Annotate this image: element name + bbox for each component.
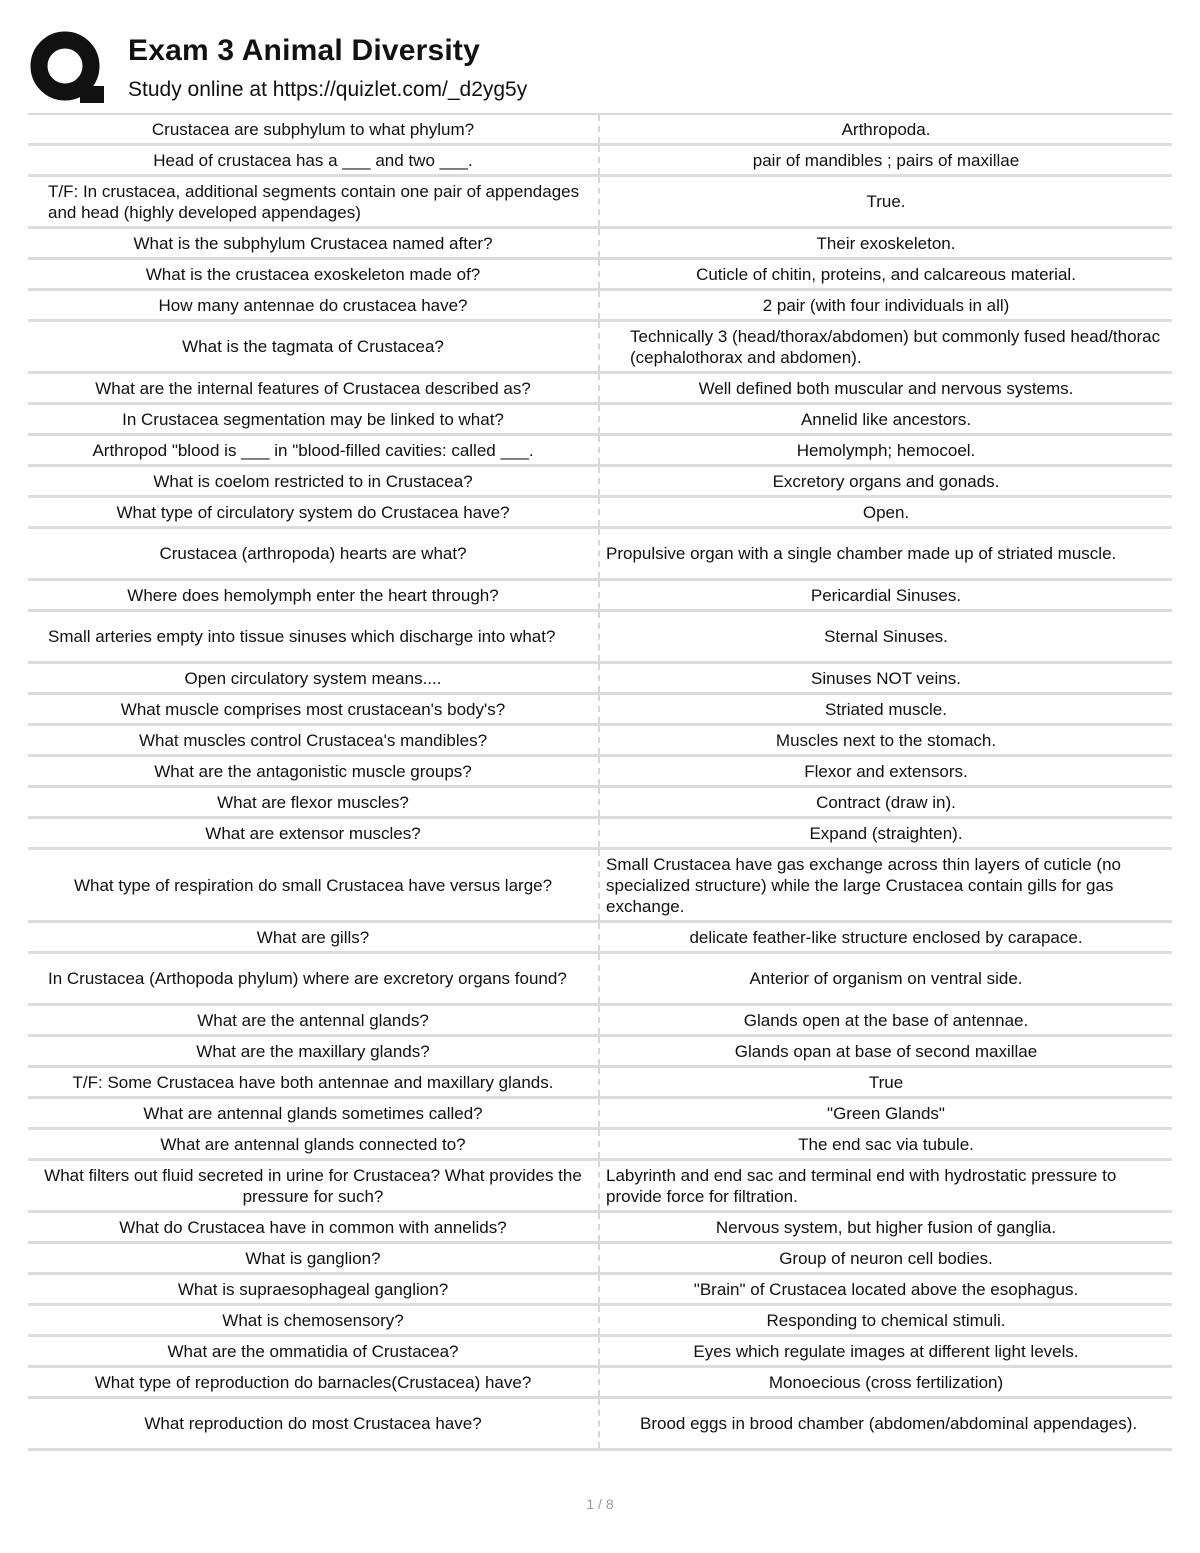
card-row [28, 529, 1172, 581]
card-term: What reproduction do most Crustacea have? [28, 1399, 600, 1448]
quizlet-logo-icon [30, 30, 106, 106]
card-definition: Eyes which regulate images at different light levels. [693, 1341, 1079, 1361]
card-definition: Brood eggs in brood chamber (abdomen/abdominal appendages). [640, 1414, 1138, 1433]
card-row [28, 923, 1172, 954]
study-link[interactable]: Study online at https://quizlet.com/_d2yg5y [128, 78, 528, 101]
card-definition: Cuticle of chitin, proteins, and calcareous material. [696, 264, 1076, 284]
card-term: What is chemosensory? [28, 1306, 600, 1334]
card-row [28, 177, 1172, 229]
card-definition: delicate feather-like structure enclosed by carapace. [689, 927, 1083, 947]
card-term: What do Crustacea have in common with annelids? [28, 1213, 600, 1241]
card-row [28, 229, 1172, 260]
card-row [28, 1306, 1172, 1337]
card-definition: Sternal Sinuses. [824, 627, 948, 646]
card-row [28, 850, 1172, 923]
card-term: Open circulatory system means.... [28, 664, 600, 692]
card-definition: Sinuses NOT veins. [811, 668, 961, 688]
card-definition: Muscles next to the stomach. [775, 730, 997, 750]
card-term: In Crustacea segmentation may be linked to what? [28, 405, 600, 433]
page-title: Exam 3 Animal Diversity [128, 34, 480, 67]
card-row [28, 1368, 1172, 1399]
card-term: T/F: In crustacea, additional segments contain one pair of appendages and head (highly developed appendages) [28, 177, 600, 226]
card-term: What is ganglion? [28, 1244, 600, 1272]
card-term: What filters out fluid secreted in urine for Crustacea? What provides the pressure for such? [28, 1161, 600, 1210]
card-definition: Monoecious (cross fertilization) [768, 1372, 1004, 1392]
card-definition: Expand (straighten). [809, 823, 963, 843]
card-row [28, 1130, 1172, 1161]
card-definition: The end sac via tubule. [798, 1134, 974, 1154]
card-term: What are the internal features of Crustacea described as? [28, 374, 600, 402]
page-header [28, 28, 1178, 110]
card-term: What are antennal glands sometimes called? [28, 1099, 600, 1127]
card-definition: Glands open at the base of antennae. [743, 1010, 1029, 1030]
card-term: What are the antagonistic muscle groups? [28, 757, 600, 785]
card-term: What type of respiration do small Crustacea have versus large? [28, 850, 600, 920]
card-term: What are the ommatidia of Crustacea? [28, 1337, 600, 1365]
card-definition: Open. [862, 502, 910, 522]
card-row [28, 1275, 1172, 1306]
card-row [28, 374, 1172, 405]
card-term: What type of circulatory system do Crustacea have? [28, 498, 600, 526]
card-row [28, 757, 1172, 788]
card-row [28, 664, 1172, 695]
card-row [28, 695, 1172, 726]
card-definition: Group of neuron cell bodies. [779, 1248, 993, 1268]
card-definition: Arthropoda. [841, 119, 931, 139]
card-term: What are flexor muscles? [28, 788, 600, 816]
card-term: What is supraesophageal ganglion? [28, 1275, 600, 1303]
card-term: In Crustacea (Arthopoda phylum) where are excretory organs found? [28, 954, 600, 1003]
card-definition: Their exoskeleton. [816, 233, 956, 253]
card-row [28, 467, 1172, 498]
page-number: 1 / 8 [586, 1496, 614, 1512]
card-term: What muscles control Crustacea's mandibles? [28, 726, 600, 754]
card-row [28, 954, 1172, 1006]
card-term: What are gills? [28, 923, 600, 951]
card-term: What are extensor muscles? [28, 819, 600, 847]
card-term: What is the tagmata of Crustacea? [28, 322, 600, 371]
card-term: Head of crustacea has a ___ and two ___. [28, 146, 600, 174]
card-term: How many antennae do crustacea have? [28, 291, 600, 319]
card-row [28, 1244, 1172, 1275]
card-term: What are the antennal glands? [28, 1006, 600, 1034]
card-row [28, 1161, 1172, 1213]
card-term: Small arteries empty into tissue sinuses which discharge into what? [28, 612, 600, 661]
card-definition: Striated muscle. [825, 699, 947, 719]
card-definition: Glands opan at base of second maxillae [734, 1041, 1038, 1061]
card-row [28, 291, 1172, 322]
card-term: Crustacea (arthropoda) hearts are what? [28, 529, 600, 578]
card-row [28, 146, 1172, 177]
card-row [28, 498, 1172, 529]
card-definition: Labyrinth and end sac and terminal end with hydrostatic pressure to provide force for filtration. [606, 1165, 1117, 1206]
card-term: T/F: Some Crustacea have both antennae and maxillary glands. [28, 1068, 600, 1096]
card-row [28, 322, 1172, 374]
card-definition: pair of mandibles ; pairs of maxillae [752, 150, 1020, 170]
card-term: What is the subphylum Crustacea named after? [28, 229, 600, 257]
card-term: What are the maxillary glands? [28, 1037, 600, 1065]
card-row [28, 1006, 1172, 1037]
card-row [28, 612, 1172, 664]
card-definition: "Brain" of Crustacea located above the esophagus. [693, 1279, 1079, 1299]
card-row [28, 1399, 1172, 1451]
card-definition: Annelid like ancestors. [800, 409, 972, 429]
card-definition: Contract (draw in). [816, 792, 956, 812]
card-term: Crustacea are subphylum to what phylum? [28, 115, 600, 143]
card-row [28, 260, 1172, 291]
card-definition: 2 pair (with four individuals in all) [762, 295, 1010, 315]
card-definition: Hemolymph; hemocoel. [796, 440, 976, 460]
card-definition: True [868, 1072, 904, 1092]
card-definition: Excretory organs and gonads. [772, 471, 1000, 491]
card-row [28, 115, 1172, 146]
card-definition: True. [866, 192, 906, 211]
card-row [28, 1068, 1172, 1099]
card-definition: Propulsive organ with a single chamber made up of striated muscle. [606, 544, 1117, 563]
card-row [28, 788, 1172, 819]
card-term: What is the crustacea exoskeleton made of? [28, 260, 600, 288]
card-row [28, 819, 1172, 850]
card-definition: Flexor and extensors. [804, 761, 968, 781]
card-row [28, 1213, 1172, 1244]
card-term: What type of reproduction do barnacles(Crustacea) have? [28, 1368, 600, 1396]
card-term: What is coelom restricted to in Crustacea? [28, 467, 600, 495]
card-definition: Pericardial Sinuses. [810, 585, 962, 605]
card-term: What muscle comprises most crustacean's body's? [28, 695, 600, 723]
card-term: Where does hemolymph enter the heart through? [28, 581, 600, 609]
card-row [28, 1337, 1172, 1368]
card-definition: Small Crustacea have gas exchange across thin layers of cuticle (no specialized structure) while the large Crustacea contain gills for gas exchange. [606, 854, 1121, 916]
card-definition: "Green Glands" [827, 1103, 945, 1123]
card-row [28, 1099, 1172, 1130]
card-definition: Technically 3 (head/thorax/abdomen) but commonly fused head/thorac (cephalothorax and abdomen). [630, 326, 1161, 367]
card-definition: Anterior of organism on ventral side. [749, 969, 1023, 988]
card-definition: Nervous system, but higher fusion of ganglia. [715, 1217, 1057, 1237]
card-row [28, 405, 1172, 436]
card-definition: Well defined both muscular and nervous systems. [698, 378, 1074, 398]
card-definition: Responding to chemical stimuli. [766, 1310, 1006, 1330]
card-row [28, 726, 1172, 757]
card-row [28, 1037, 1172, 1068]
card-term: What are antennal glands connected to? [28, 1130, 600, 1158]
card-row [28, 436, 1172, 467]
card-term: Arthropod "blood is ___ in "blood-filled cavities: called ___. [28, 436, 600, 464]
flashcard-table [28, 113, 1172, 1451]
card-row [28, 581, 1172, 612]
